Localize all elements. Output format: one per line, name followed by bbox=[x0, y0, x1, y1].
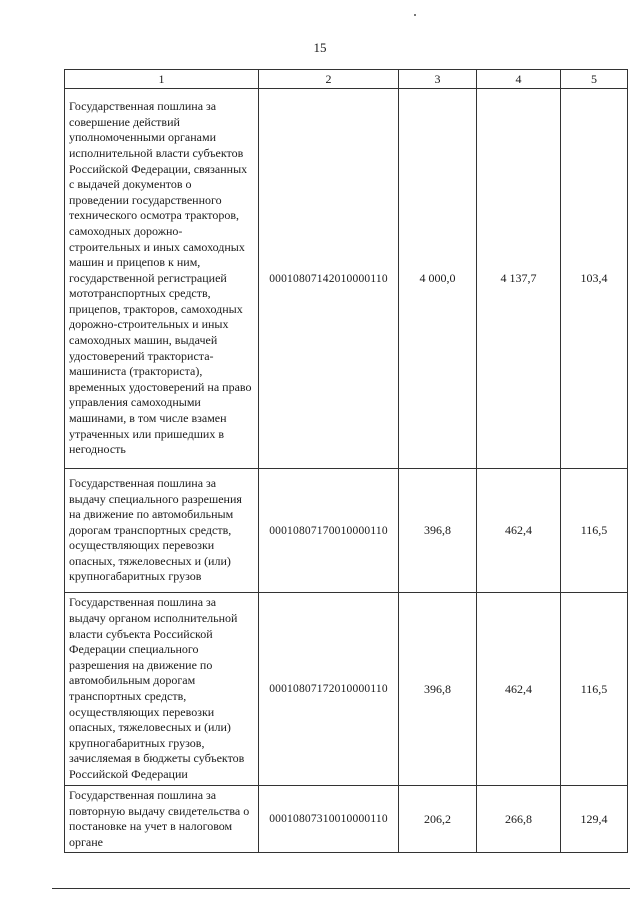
row-value-col3: 396,8 bbox=[399, 593, 477, 786]
row-code: 00010807172010000110 bbox=[259, 593, 399, 786]
table-header-row bbox=[65, 70, 628, 89]
table-row bbox=[65, 786, 628, 853]
row-value-col3: 396,8 bbox=[399, 469, 477, 593]
row-value-col4: 462,4 bbox=[477, 469, 561, 593]
row-code: 00010807142010000110 bbox=[259, 89, 399, 469]
header-col-3: 3 bbox=[399, 70, 477, 89]
row-value-col5: 116,5 bbox=[561, 469, 628, 593]
row-value-col5: 116,5 bbox=[561, 593, 628, 786]
row-value-col4: 462,4 bbox=[477, 593, 561, 786]
row-name: Государственная пошлина за повторную выдачу свидетельства о постановке на учет в налоговом органе bbox=[65, 786, 259, 853]
header-col-1: 1 bbox=[65, 70, 259, 89]
row-value-col4: 4 137,7 bbox=[477, 89, 561, 469]
scan-speck bbox=[414, 14, 416, 16]
row-name: Государственная пошлина за совершение действий уполномоченными органами исполнительной власти субъектов Российской Федерации, связанных с выдачей документов о проведении государственного технического осмотра тракторов, самоходных дорожно-строительных и иных самоходных машин и прицепов к ним, государственной регистрацией мототранспортных средств, прицепов, тракторов, самоходных дорожно-строительных и иных самоходных машин, выдачей удостоверений тракториста-машиниста (тракториста), временных удостоверений на право управления самоходными машинами, в том числе взамен утраченных или пришедших в негодность bbox=[65, 89, 259, 469]
revenue-table bbox=[64, 69, 628, 853]
row-value-col4: 266,8 bbox=[477, 786, 561, 853]
row-name: Государственная пошлина за выдачу специального разрешения на движение по автомобильным дорогам транспортных средств, осуществляющих перевозки опасных, тяжеловесных и (или) крупногабаритных грузов bbox=[65, 469, 259, 593]
header-col-5: 5 bbox=[561, 70, 628, 89]
table-row bbox=[65, 593, 628, 786]
row-code: 00010807310010000110 bbox=[259, 786, 399, 853]
row-value-col3: 206,2 bbox=[399, 786, 477, 853]
table-row bbox=[65, 89, 628, 469]
page-number: 15 bbox=[313, 40, 327, 55]
row-code: 00010807170010000110 bbox=[259, 469, 399, 593]
bottom-scan-line bbox=[52, 888, 630, 889]
row-name: Государственная пошлина за выдачу органом исполнительной власти субъекта Российской Федерации специального разрешения на движение по автомобильным дорогам транспортных средств, осуществляющих перевозки опасных, тяжеловесных и (или) крупногабаритных грузов, зачисляемая в бюджеты субъектов Российской Федерации bbox=[65, 593, 259, 786]
header-col-2: 2 bbox=[259, 70, 399, 89]
table-row bbox=[65, 469, 628, 593]
header-col-4: 4 bbox=[477, 70, 561, 89]
row-value-col5: 103,4 bbox=[561, 89, 628, 469]
row-value-col3: 4 000,0 bbox=[399, 89, 477, 469]
row-value-col5: 129,4 bbox=[561, 786, 628, 853]
